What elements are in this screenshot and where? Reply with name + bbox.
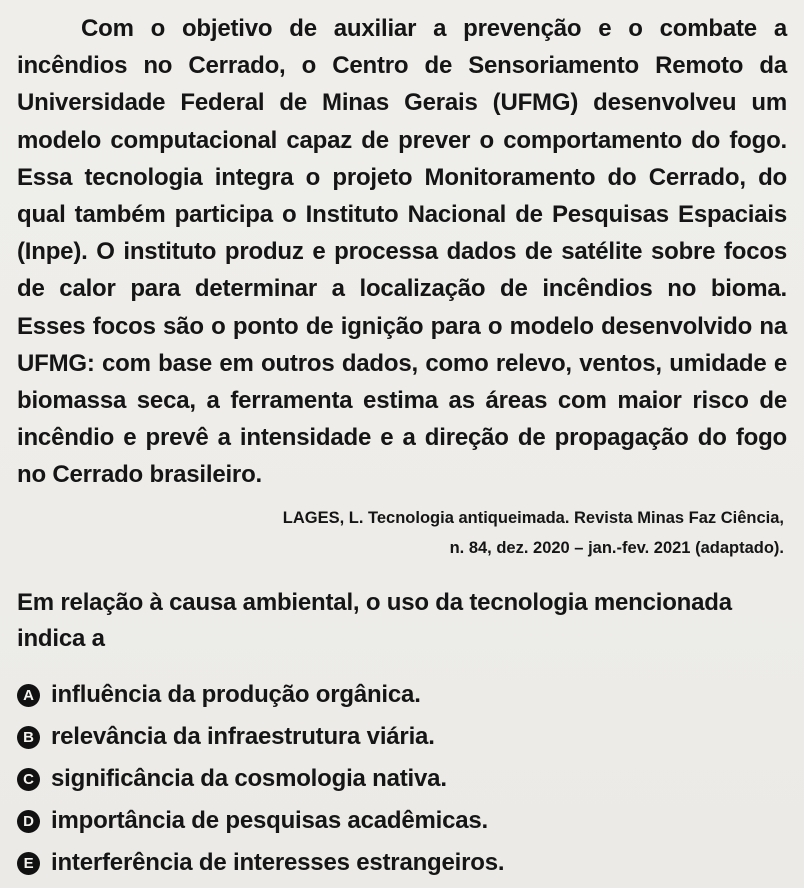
- citation-journal: Revista Minas Faz Ciência,: [574, 509, 784, 527]
- citation-prefix: LAGES, L. Tecnologia antiqueimada.: [282, 509, 574, 527]
- option-d-letter-icon: D: [17, 810, 40, 833]
- option-c[interactable]: [17, 758, 504, 800]
- option-c-letter-icon: C: [17, 768, 40, 791]
- option-d-text: importância de pesquisas acadêmicas.: [51, 807, 488, 834]
- citation-line2: n. 84, dez. 2020 – jan.-fev. 2021 (adaptado).: [449, 539, 784, 557]
- option-b-letter-icon: B: [17, 726, 40, 749]
- option-b[interactable]: [17, 716, 504, 758]
- passage-text: Com o objetivo de auxiliar a prevenção e o combate a incêndios no Cerrado, o Centro de Sensoriamento Remoto da Universidade Federal de Minas Gerais (UFMG) desenvolveu um modelo computacional capaz de prever o comportamento do fogo. Essa tecnologia integra o projeto Monitoramento do Cerrado, do qual também participa o Instituto Nacional de Pesquisas Espaciais (Inpe). O instituto produz e processa dados de satélite sobre focos de calor para determinar a localização de incêndios no bioma. Esses focos são o ponto de ignição para o modelo desenvolvido na UFMG: com base em outros dados, como relevo, ventos, umidade e biomassa seca, a ferramenta estima as áreas com maior risco de incêndio e prevê a intensidade e a direção de propagação do fogo no Cerrado brasileiro.: [17, 15, 787, 489]
- option-e[interactable]: [17, 842, 504, 884]
- option-b-text: relevância da infraestrutura viária.: [51, 723, 435, 750]
- option-d[interactable]: [17, 800, 504, 842]
- option-a-text: influência da produção orgânica.: [51, 681, 421, 708]
- option-e-letter-icon: E: [17, 852, 40, 875]
- option-a-letter-icon: A: [17, 684, 40, 707]
- option-e-text: interferência de interesses estrangeiros.: [51, 849, 505, 876]
- citation: [84, 503, 784, 563]
- option-c-text: significância da cosmologia nativa.: [51, 765, 447, 792]
- answer-options: [17, 674, 504, 884]
- question-stem: Em relação à causa ambiental, o uso da tecnologia mencionada indica a: [17, 589, 732, 652]
- option-a[interactable]: [17, 674, 504, 716]
